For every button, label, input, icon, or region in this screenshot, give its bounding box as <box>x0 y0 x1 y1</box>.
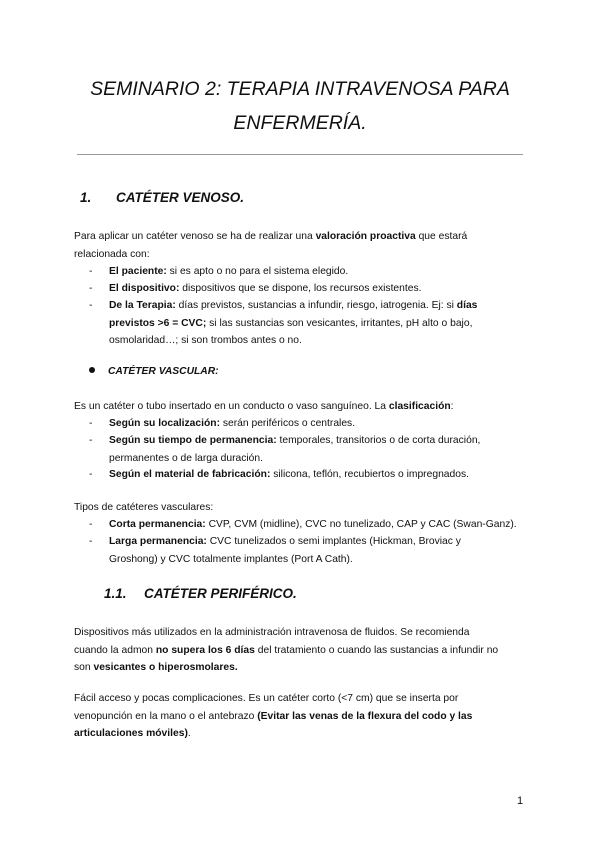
vascular-paragraph: Es un catéter o tubo insertado en un conducto o vaso sanguíneo. La clasificación: <box>74 401 454 412</box>
section-number: 1. <box>80 190 92 205</box>
list-item-material: Según el material de fabricación: silicona, teflón, recubiertos o impregnados. <box>109 469 469 480</box>
list-dash: - <box>89 536 93 547</box>
list-item-localizacion: Según su localización: serán periféricos o centrales. <box>109 418 356 429</box>
title-divider <box>77 154 523 155</box>
list-item-permanencia: Según su tiempo de permanencia: temporales, transitorios o de corta duración, permanentes o de larga duración. <box>109 435 481 464</box>
list-dash: - <box>89 266 93 277</box>
section-number: 1.1. <box>104 586 127 601</box>
title-line-1: SEMINARIO 2: TERAPIA INTRAVENOSA PARA <box>90 78 510 100</box>
list-dash: - <box>89 300 93 311</box>
list-dash: - <box>89 469 93 480</box>
bullet-heading-vascular: CATÉTER VASCULAR: <box>89 363 219 381</box>
list-item-corta: Corta permanencia: CVP, CVM (midline), CVC no tunelizado, CAP y CAC (Swan-Ganz). <box>109 519 517 530</box>
bullet-dot-icon <box>89 367 95 373</box>
list-item-paciente: El paciente: si es apto o no para el sistema elegido. <box>109 266 349 277</box>
tipos-heading: Tipos de catéteres vasculares: <box>74 502 214 513</box>
page-title <box>60 72 540 140</box>
section-heading-1 <box>80 190 244 205</box>
intro-paragraph: Para aplicar un catéter venoso se ha de realizar una valoración proactiva que estará relacionada con: <box>74 231 468 260</box>
list-dash: - <box>89 435 93 446</box>
title-line-2: ENFERMERÍA. <box>233 112 367 134</box>
section-heading-1-1 <box>104 586 297 601</box>
section-title: CATÉTER VENOSO. <box>116 190 245 205</box>
list-dash: - <box>89 519 93 530</box>
facil-paragraph: Fácil acceso y pocas complicaciones. Es un catéter corto (<7 cm) que se inserta por venopunción en la mano o el antebrazo (Evitar las venas de la flexura del codo y las articulaciones móviles). <box>74 693 473 739</box>
list-item-dispositivo: El dispositivo: dispositivos que se dispone, los recursos existentes. <box>109 283 422 294</box>
periferico-paragraph: Dispositivos más utilizados en la administración intravenosa de fluidos. Se recomienda cuando la admon no supera los 6 días del tratamiento o cuando las sustancias a infundir no son vesicantes o hiperosmolares. <box>74 627 499 673</box>
page-number: 1 <box>517 795 524 807</box>
list-dash: - <box>89 418 93 429</box>
section-title: CATÉTER PERIFÉRICO. <box>144 586 297 601</box>
list-item-terapia: De la Terapia: días previstos, sustancias a infundir, riesgo, iatrogenia. Ej: si días previstos >6 = CVC; si las sustancias son vesicantes, irritantes, pH alto o bajo, osmolaridad…; si son trombos antes o no. <box>109 300 478 346</box>
list-dash: - <box>89 283 93 294</box>
list-item-larga: Larga permanencia: CVC tunelizados o semi implantes (Hickman, Broviac y Groshong) y CVC totalmente implantes (Port A Cath). <box>109 536 461 565</box>
